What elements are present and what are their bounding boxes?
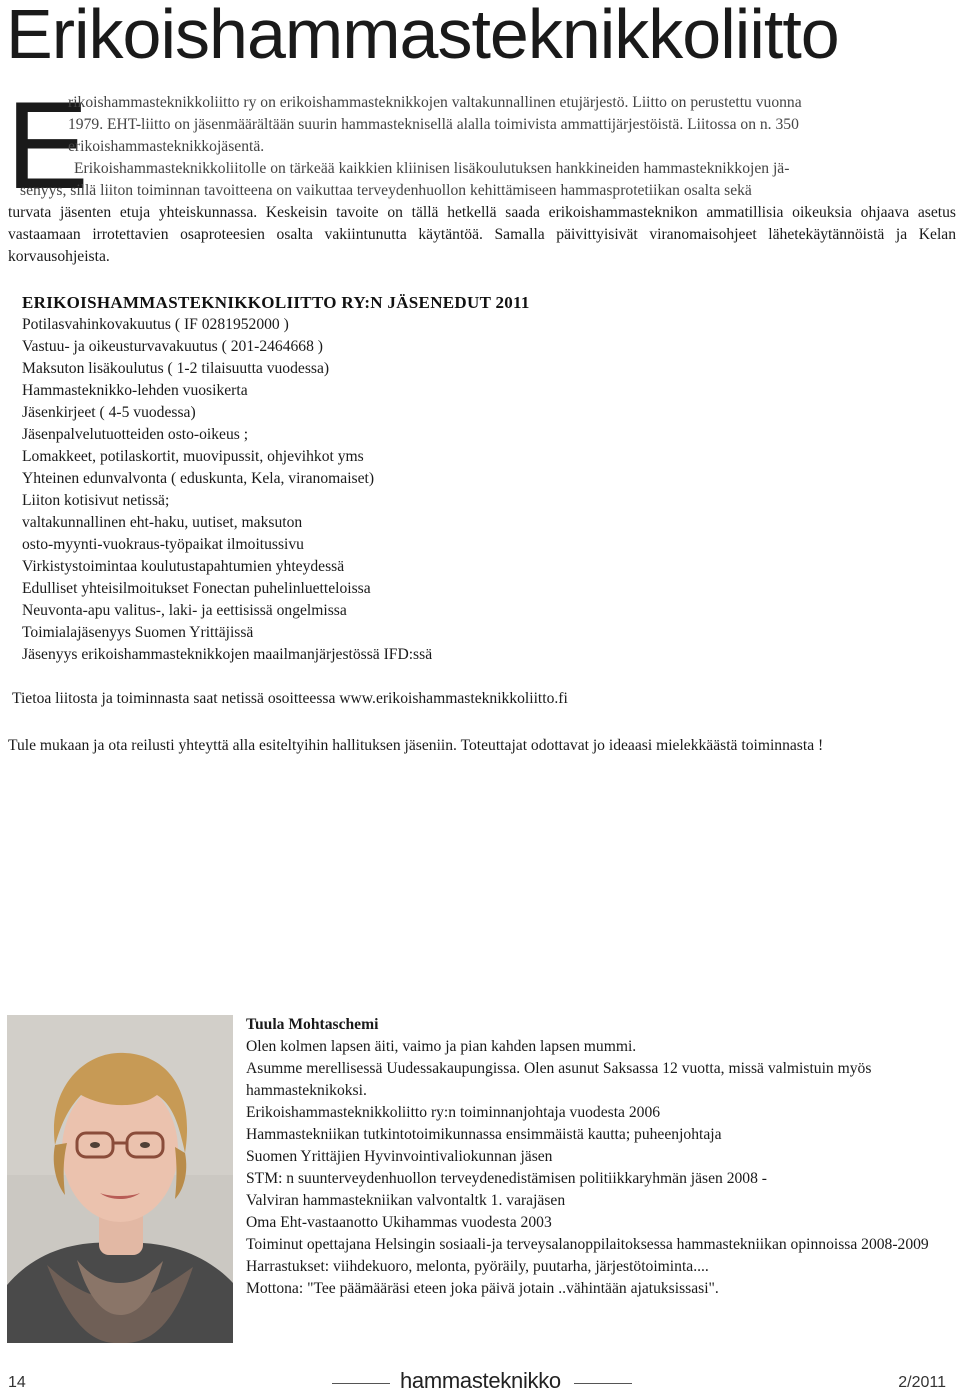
list-item: Jäsenyys erikoishammasteknikkojen maailmanjärjestössä IFD:ssä [22, 646, 433, 663]
page-footer [0, 1366, 960, 1393]
member-benefits-list [22, 314, 942, 666]
list-item: Maksuton lisäkoulutus ( 1-2 tilaisuutta vuodessa) [22, 360, 330, 377]
profile-line: Mottona: "Tee päämääräsi eteen joka päivä jotain ..vähintään ajatuksissasi". [246, 1280, 719, 1297]
member-benefits-heading: ERIKOISHAMMASTEKNIKKOLIITTO RY:N JÄSENEDUT 2011 [22, 293, 530, 312]
member-benefits [22, 292, 942, 666]
list-item: Vastuu- ja oikeusturvavakuutus ( 201-2464668 ) [22, 338, 323, 355]
list-item: Jäsenkirjeet ( 4-5 vuodessa) [22, 404, 196, 421]
list-item: Jäsenpalvelutuotteiden osto-oikeus ; [22, 426, 249, 443]
profile-line: Valviran hammastekniikan valvontaltk 1. varajäsen [246, 1192, 566, 1209]
page-number: 14 [8, 1374, 26, 1391]
profile-line: Hammastekniikan tutkintotoimikunnassa ensimmäistä kautta; puheenjohtaja [246, 1126, 722, 1143]
list-item: Hammasteknikko-lehden vuosikerta [22, 382, 248, 399]
profile-line: Olen kolmen lapsen äiti, vaimo ja pian kahden lapsen mummi. [246, 1038, 637, 1055]
page-title: Erikoishammasteknikkoliitto [6, 0, 839, 73]
list-item: Toimialajäsenyys Suomen Yrittäjissä [22, 624, 254, 641]
portrait-image [7, 1015, 233, 1343]
profile-line: Harrastukset: viihdekuoro, melonta, pyöräily, puutarha, järjestötoiminta.... [246, 1258, 709, 1275]
body-text: turvata jäsenten etuja yhteiskunnassa. Keskeisin tavoite on tällä hetkellä saada erikoishammasteknikon ammatillisia oikeuksia ohjaava asetus vastaamaan irrotettavien osaproteesien osalta vakiintunutta käytäntöä. Samalla päivittyisivät viranomaisohjeet lähetekäytännöistä ja Kelan korvausohjeista. [8, 204, 956, 265]
profile-line: Suomen Yrittäjien Hyvinvointivaliokunnan jäsen [246, 1148, 553, 1165]
profile-name: Tuula Mohtaschemi [246, 1016, 379, 1033]
issue-number: 2/2011 [898, 1374, 946, 1391]
profile-line: Oma Eht-vastaanotto Ukihammas vuodesta 2003 [246, 1214, 552, 1231]
intro-paragraph [68, 92, 948, 158]
body-paragraph [8, 158, 956, 268]
intro-line: 1979. EHT-liitto on jäsenmäärältään suurin hammasteknisellä alalla toimivista ammattijärjestöistä. Liitossa on n. 350 [68, 116, 799, 133]
profile-details [246, 1036, 956, 1300]
join-text: Tule mukaan ja ota reilusti yhteyttä alla esiteltyihin hallituksen jäseniin. Toteuttajat odottavat jo ideaasi mielekkäästä toiminnasta ! [8, 737, 824, 754]
list-item: Liiton kotisivut netissä; [22, 492, 170, 509]
list-item: valtakunnallinen eht-haku, uutiset, maksuton [22, 514, 303, 531]
list-item: Virkistystoimintaa koulutustapahtumien yhteydessä [22, 558, 345, 575]
profile-line: Erikoishammasteknikkoliitto ry:n toiminnanjohtaja vuodesta 2006 [246, 1104, 661, 1121]
list-item: Potilasvahinkovakuutus ( IF 0281952000 ) [22, 316, 289, 333]
drop-cap: E [6, 77, 89, 215]
body-line: senyys, sillä liiton toiminnan tavoitteena on vaikuttaa terveydenhuollon kehittämiseen hammasprotetiikan osalta sekä [20, 182, 752, 199]
portrait-photo [7, 1015, 233, 1343]
intro-line: rikoishammasteknikkoliitto ry on erikoishammasteknikkojen valtakunnallinen etujärjestö. Liitto on perustettu vuonna [68, 94, 802, 111]
profile-line: Asumme merellisessä Uudessakaupungissa. Olen asunut Saksassa 12 vuotta, missä valmistuin myös hammasteknikoksi. [246, 1060, 872, 1099]
profile-line: STM: n suunterveydenhuollon terveydenedistämisen politiikkaryhmän jäsen 2008 - [246, 1170, 767, 1187]
list-item: Edulliset yhteisilmoitukset Fonectan puhelinluetteloissa [22, 580, 371, 597]
intro-line: erikoishammasteknikkojäsentä. [68, 138, 265, 155]
profile-line: Toiminut opettajana Helsingin sosiaali-ja terveysalanoppilaitoksessa hammastekniikan opinnoissa 2008-2009 [246, 1236, 929, 1253]
list-item: Lomakkeet, potilaskortit, muovipussit, ohjevihkot yms [22, 448, 364, 465]
list-item: Yhteinen edunvalvonta ( eduskunta, Kela, viranomaiset) [22, 470, 375, 487]
footer-rule-left [332, 1383, 390, 1384]
magazine-name: hammasteknikko [400, 1368, 561, 1393]
list-item: Neuvonta-apu valitus-, laki- ja eettisissä ongelmissa [22, 602, 347, 619]
footer-rule-right [574, 1383, 632, 1384]
body-line: Erikoishammasteknikkoliitolle on tärkeää kaikkien kliinisen lisäkoulutuksen hankkineiden hammasteknikkojen jä- [74, 160, 790, 177]
list-item: osto-myynti-vuokraus-työpaikat ilmoitussivu [22, 536, 304, 553]
info-text: Tietoa liitosta ja toiminnasta saat netissä osoitteessa www.erikoishammasteknikkoliitto.fi [12, 690, 568, 707]
board-member-profile [246, 1014, 956, 1300]
